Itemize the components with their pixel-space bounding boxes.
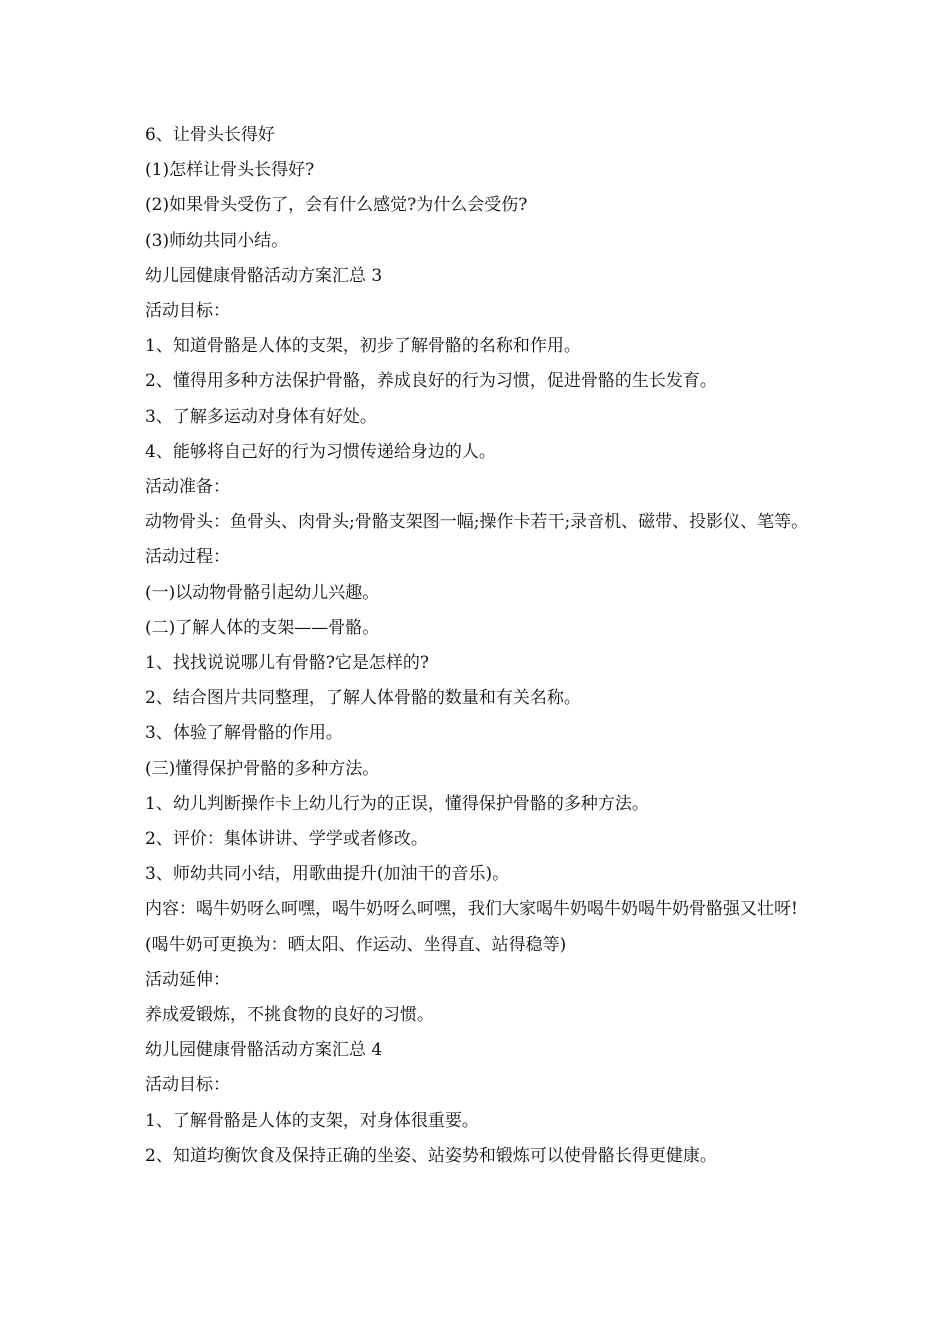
question-item: (2)如果骨头受伤了，会有什么感觉?为什么会受伤? <box>145 195 528 216</box>
subsection-label: 活动准备： <box>145 477 230 498</box>
subsection-label: 活动目标： <box>145 301 230 322</box>
song-content: 内容：喝牛奶呀么呵嘿，喝牛奶呀么呵嘿，我们大家喝牛奶喝牛奶喝牛奶骨骼强又壮呀!(喝牛奶可更换为：晒太阳、作运动、坐得直、站得稳等) <box>145 899 798 955</box>
section-title: 幼儿园健康骨骼活动方案汇总 4 <box>145 1040 383 1061</box>
goal-item: 2、知道均衡饮食及保持正确的坐姿、站姿势和锻炼可以使骨骼长得更健康。 <box>145 1145 717 1166</box>
subsection-label: 活动过程： <box>145 547 230 568</box>
extension-text: 养成爱锻炼，不挑食物的良好的习惯。 <box>145 1005 434 1026</box>
process-item: 3、师幼共同小结，用歌曲提升(加油干的音乐)。 <box>145 864 510 885</box>
process-item: 2、结合图片共同整理，了解人体骨骼的数量和有关名称。 <box>145 688 581 709</box>
goal-item: 4、能够将自己好的行为习惯传递给身边的人。 <box>145 441 496 462</box>
process-item: 1、幼儿判断操作卡上幼儿行为的正误，懂得保护骨骼的多种方法。 <box>145 793 649 814</box>
goal-item: 1、了解骨骼是人体的支架，对身体很重要。 <box>145 1110 479 1131</box>
process-item: 2、评价：集体讲讲、学学或者修改。 <box>145 829 428 850</box>
process-item: 3、体验了解骨骼的作用。 <box>145 723 343 744</box>
item-heading: 6、让骨头长得好 <box>145 125 275 145</box>
preparation-text: 动物骨头：鱼骨头、肉骨头;骨骼支架图一幅;操作卡若干;录音机、磁带、投影仪、笔等。 <box>145 512 809 533</box>
document-body <box>145 118 815 1174</box>
process-step: (二)了解人体的支架——骨骼。 <box>145 617 380 638</box>
section-title: 幼儿园健康骨骼活动方案汇总 3 <box>145 265 383 286</box>
process-item: 1、找找说说哪儿有骨骼?它是怎样的? <box>145 653 430 674</box>
subsection-label: 活动延伸： <box>145 969 230 990</box>
goal-item: 1、知道骨骼是人体的支架，初步了解骨骼的名称和作用。 <box>145 336 581 357</box>
goal-item: 3、了解多运动对身体有好处。 <box>145 406 377 427</box>
question-item: (1)怎样让骨头长得好? <box>145 160 315 181</box>
process-step: (一)以动物骨骼引起幼儿兴趣。 <box>145 582 380 603</box>
subsection-label: 活动目标： <box>145 1075 230 1096</box>
process-step: (三)懂得保护骨骼的多种方法。 <box>145 758 380 779</box>
goal-item: 2、懂得用多种方法保护骨骼，养成良好的行为习惯，促进骨骼的生长发育。 <box>145 371 717 392</box>
question-item: (3)师幼共同小结。 <box>145 230 289 251</box>
